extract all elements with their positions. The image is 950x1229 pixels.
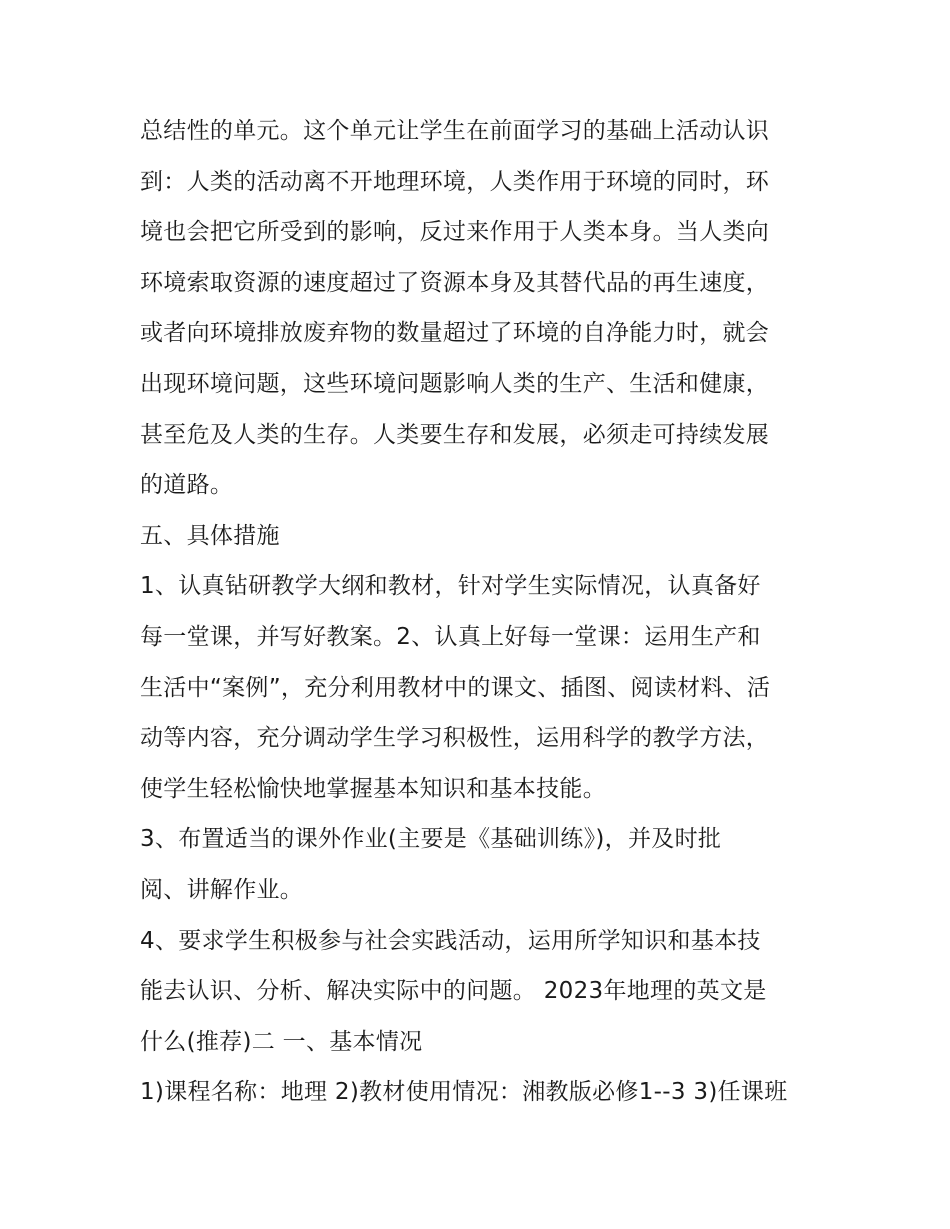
text-line: 阅、讲解作业。: [140, 876, 304, 903]
text-line: 动等内容，充分调动学生学习积极性，运用科学的教学方法，: [140, 725, 770, 752]
text-line: 的道路。: [140, 472, 234, 499]
text-line: 到：人类的活动离不开地理环境，人类作用于环境的同时，环: [140, 168, 770, 195]
text-line: 环境索取资源的速度超过了资源本身及其替代品的再生速度，: [140, 269, 770, 296]
text-line: 甚至危及人类的生存。人类要生存和发展，必须走可持续发展: [140, 421, 770, 448]
text-line: 能去认识、分析、解决实际中的问题。 2023年地理的英文是: [140, 978, 767, 1005]
document-body: [140, 106, 820, 1118]
text-line: 生活中“案例”，充分利用教材中的课文、插图、阅读材料、活: [140, 674, 771, 701]
text-line: 1、认真钻研教学大纲和教材，针对学生实际情况，认真备好: [140, 573, 761, 600]
text-line: 总结性的单元。这个单元让学生在前面学习的基础上活动认识: [140, 118, 770, 144]
text-line: 1)课程名称：地理 2)教材使用情况：湘教版必修1--3 3)任课班: [140, 1079, 788, 1106]
text-line: 或者向环境排放废弃物的数量超过了环境的自净能力时，就会: [140, 320, 770, 347]
text-line: 境也会把它所受到的影响，反过来作用于人类本身。当人类向: [140, 219, 770, 246]
text-line: 3、布置适当的课外作业(主要是《基础训练》)，并及时批: [140, 826, 722, 853]
text-line: 4、要求学生积极参与社会实践活动，运用所学知识和基本技: [140, 927, 761, 954]
section-heading: 五、具体措施: [140, 522, 280, 549]
text-line: 什么(推荐)二 一、基本情况: [140, 1028, 423, 1055]
text-line: 使学生轻松愉快地掌握基本知识和基本技能。: [140, 775, 606, 802]
text-line: 出现环境问题，这些环境问题影响人类的生产、生活和健康，: [140, 370, 770, 397]
text-line: 每一堂课，并写好教案。2、认真上好每一堂课：运用生产和: [140, 623, 761, 650]
